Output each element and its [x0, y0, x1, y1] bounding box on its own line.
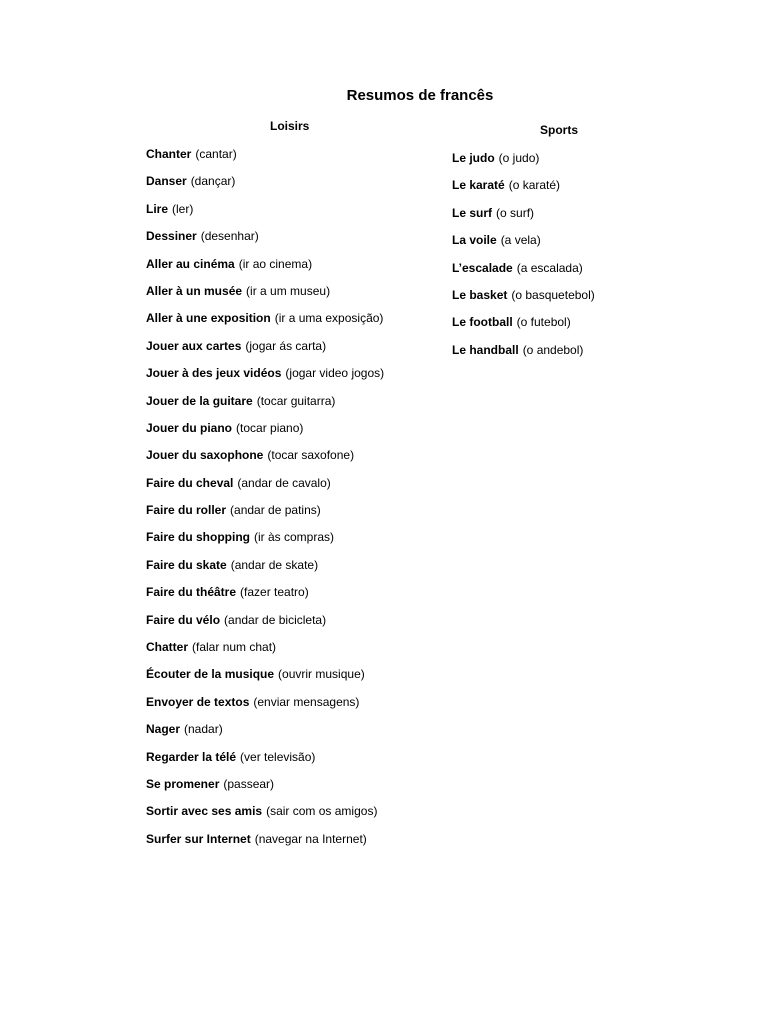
portuguese-translation: (desenhar)	[200, 229, 259, 244]
portuguese-translation: (a vela)	[500, 233, 541, 248]
list-item	[146, 557, 446, 584]
list-item	[452, 205, 692, 232]
list-item	[146, 283, 446, 310]
portuguese-translation: (o judo)	[498, 151, 540, 165]
french-term: Faire du shopping	[146, 530, 250, 545]
portuguese-translation: (a escalada)	[516, 260, 583, 275]
list-item	[146, 721, 446, 748]
list-item	[146, 173, 446, 200]
french-term: Se promener	[146, 776, 220, 791]
sports-heading: Sports	[540, 123, 579, 137]
french-term: Aller au cinéma	[146, 256, 235, 271]
list-item	[452, 150, 692, 177]
portuguese-translation: (passear)	[223, 776, 275, 791]
list-item	[146, 146, 446, 173]
portuguese-translation: (tocar piano)	[236, 420, 304, 435]
portuguese-translation: (nadar)	[184, 722, 223, 737]
list-item	[146, 310, 446, 337]
portuguese-translation: (andar de bicicleta)	[224, 612, 327, 627]
portuguese-translation: (fazer teatro)	[240, 585, 309, 600]
page-title: Resumos de francês	[346, 87, 494, 104]
french-term: Le judo	[452, 151, 495, 165]
portuguese-translation: (dançar)	[190, 174, 236, 189]
portuguese-translation: (falar num chat)	[192, 640, 277, 655]
list-item	[146, 201, 446, 228]
list-item	[452, 287, 692, 314]
list-item	[146, 420, 446, 447]
french-term: Aller à une exposition	[146, 311, 271, 326]
french-term: Nager	[146, 722, 181, 737]
french-term: L’escalade	[452, 260, 513, 275]
list-item	[146, 831, 446, 858]
french-term: Jouer aux cartes	[146, 338, 242, 353]
french-term: La voile	[452, 233, 497, 248]
french-term: Faire du cheval	[146, 475, 234, 490]
list-item	[146, 228, 446, 255]
french-term: Surfer sur Internet	[146, 831, 251, 846]
portuguese-translation: (andar de cavalo)	[237, 475, 331, 490]
french-term: Le handball	[452, 342, 519, 357]
portuguese-translation: (ver televisão)	[240, 749, 316, 764]
list-item	[146, 502, 446, 529]
portuguese-translation: (o basquetebol)	[511, 287, 595, 302]
french-term: Faire du vélo	[146, 612, 221, 627]
sports-column	[452, 122, 692, 369]
french-term: Le football	[452, 315, 513, 330]
portuguese-translation: (o karaté)	[508, 178, 561, 193]
sports-list	[452, 150, 692, 369]
french-term: Écouter de la musique	[146, 667, 275, 682]
french-term: Envoyer de textos	[146, 694, 250, 709]
french-term: Jouer à des jeux vidéos	[146, 366, 282, 381]
portuguese-translation: (ir ao cinema)	[238, 256, 313, 271]
list-item	[146, 639, 446, 666]
list-item	[146, 393, 446, 420]
portuguese-translation: (ir a uma exposição)	[274, 311, 384, 326]
portuguese-translation: (o futebol)	[516, 315, 571, 330]
portuguese-translation: (jogar ás carta)	[245, 338, 327, 353]
loisirs-heading: Loisirs	[270, 119, 310, 133]
portuguese-translation: (ir às compras)	[254, 530, 335, 545]
list-item	[452, 314, 692, 341]
portuguese-translation: (tocar saxofone)	[267, 448, 355, 463]
list-item	[146, 666, 446, 693]
list-item	[146, 256, 446, 283]
portuguese-translation: (navegar na Internet)	[254, 831, 367, 846]
french-term: Chatter	[146, 640, 189, 655]
french-term: Regarder la télé	[146, 749, 237, 764]
list-item	[146, 694, 446, 721]
french-term: Chanter	[146, 147, 192, 161]
list-item	[452, 260, 692, 287]
portuguese-translation: (ouvrir musique)	[278, 667, 365, 682]
french-term: Dessiner	[146, 229, 197, 244]
list-item	[146, 803, 446, 830]
french-term: Sortir avec ses amis	[146, 804, 263, 819]
portuguese-translation: (andar de skate)	[230, 557, 319, 572]
portuguese-translation: (cantar)	[195, 147, 237, 161]
portuguese-translation: (tocar guitarra)	[256, 393, 336, 408]
list-item	[146, 447, 446, 474]
list-item	[146, 749, 446, 776]
french-term: Le basket	[452, 287, 508, 302]
list-item	[146, 365, 446, 392]
french-term: Faire du roller	[146, 503, 227, 518]
french-term: Lire	[146, 201, 169, 216]
french-term: Jouer de la guitare	[146, 393, 253, 408]
list-item	[146, 776, 446, 803]
french-term: Le karaté	[452, 178, 505, 193]
list-item	[452, 342, 692, 369]
list-item	[452, 177, 692, 204]
list-item	[146, 529, 446, 556]
french-term: Faire du skate	[146, 557, 227, 572]
list-item	[452, 232, 692, 259]
portuguese-translation: (ler)	[172, 201, 194, 216]
french-term: Aller à un musée	[146, 283, 243, 298]
french-term: Jouer du saxophone	[146, 448, 264, 463]
french-term: Jouer du piano	[146, 420, 233, 435]
list-item	[146, 475, 446, 502]
french-term: Le surf	[452, 205, 493, 220]
portuguese-translation: (jogar video jogos)	[285, 366, 385, 381]
portuguese-translation: (o surf)	[496, 205, 535, 220]
list-item	[146, 612, 446, 639]
portuguese-translation: (sair com os amigos)	[266, 804, 378, 819]
portuguese-translation: (andar de patins)	[230, 503, 321, 518]
portuguese-translation: (o andebol)	[522, 342, 584, 357]
french-term: Faire du théâtre	[146, 585, 237, 600]
list-item	[146, 584, 446, 611]
loisirs-list	[146, 146, 446, 858]
portuguese-translation: (enviar mensagens)	[253, 694, 360, 709]
loisirs-column	[146, 118, 446, 858]
french-term: Danser	[146, 174, 187, 189]
portuguese-translation: (ir a um museu)	[246, 283, 331, 298]
list-item	[146, 338, 446, 365]
